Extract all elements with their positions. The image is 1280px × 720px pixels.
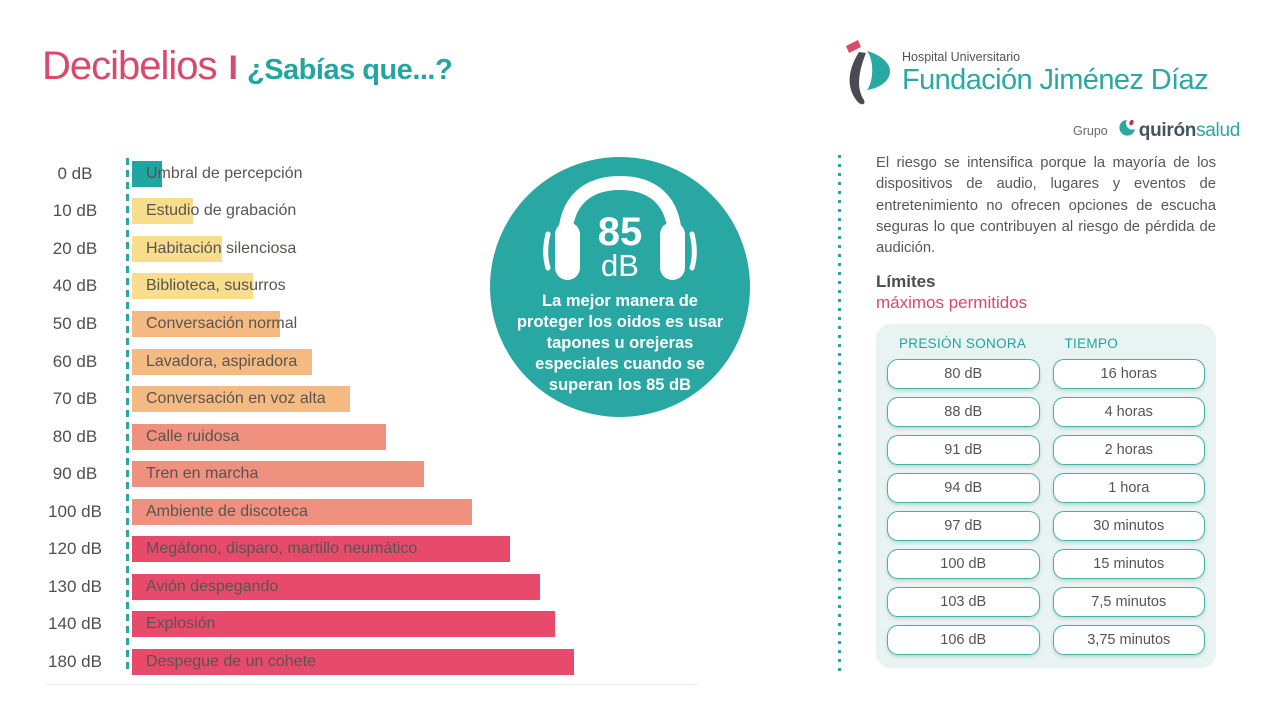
chart-row: [36, 493, 616, 531]
db-tick-label: 100 dB: [48, 501, 102, 521]
db-tick-label: 140 dB: [48, 614, 102, 634]
pressure-cell: 91 dB: [887, 435, 1040, 465]
time-cell: 30 minutos: [1053, 511, 1206, 541]
time-cell: 7,5 minutos: [1053, 587, 1206, 617]
risk-paragraph: El riesgo se intensifica porque la mayoría de los dispositivos de audio, lugares y eventos de entretenimiento no ofrecen opciones de escucha seguras lo que contribuyen al riesgo de pérdida de audición.: [876, 155, 1216, 257]
protection-circle: [490, 157, 750, 417]
page-title-separator: I: [228, 49, 238, 87]
time-cell: 1 hora: [1053, 473, 1206, 503]
pressure-cell: 100 dB: [887, 549, 1040, 579]
limits-table-body: [887, 359, 1205, 655]
db-bar-label: Lavadora, aspiradora: [146, 352, 298, 370]
pressure-cell: 103 dB: [887, 587, 1040, 617]
chart-baseline: [46, 684, 698, 685]
limits-table: [876, 324, 1216, 668]
logo-brand-light: salud: [1196, 119, 1240, 141]
db-bar-label: Habitación silenciosa: [146, 239, 297, 257]
logo-hospital-line: Hospital Universitario: [902, 50, 1021, 64]
db-bar-label: Avión despegando: [146, 577, 279, 595]
db-bar-label: Despegue de un cohete: [146, 652, 316, 670]
db-tick-label: 10 dB: [52, 201, 98, 221]
db-bar-label: Estudio de grabación: [146, 202, 297, 220]
jd-logo-icon: [836, 36, 894, 115]
db-bar-label: Umbral de percepción: [146, 164, 303, 182]
db-tick-label: 40 dB: [52, 276, 98, 296]
divider-dotted-line: [838, 155, 841, 672]
time-column-header: TIEMPO: [1064, 336, 1119, 352]
db-tick-label: 90 dB: [52, 464, 98, 484]
pressure-cell: 80 dB: [887, 359, 1040, 389]
time-cell: 4 horas: [1053, 397, 1206, 427]
circle-big-value: 85: [597, 210, 643, 254]
db-tick-label: 60 dB: [52, 351, 98, 371]
db-bar-label: Megáfono, disparo, martillo neumático: [146, 540, 418, 558]
pressure-cell: 88 dB: [887, 397, 1040, 427]
chart-row: [36, 455, 616, 493]
db-tick-label: 50 dB: [52, 313, 98, 333]
logo-foundation-name: Fundación Jiménez Díaz: [902, 64, 1208, 96]
logo-grupo-label: Grupo: [1073, 123, 1108, 138]
chart-row: [36, 606, 616, 644]
db-bar-label: Conversación normal: [146, 314, 298, 332]
pressure-cell: 106 dB: [887, 625, 1040, 655]
db-bar-label: Calle ruidosa: [146, 427, 240, 445]
limits-heading: Límites: [876, 272, 936, 292]
db-tick-label: 180 dB: [48, 651, 102, 671]
time-cell: 2 horas: [1053, 435, 1206, 465]
headphones-icon: [490, 172, 750, 291]
db-bar-label: Biblioteca, susurros: [146, 277, 286, 295]
circle-message: La mejor manera de proteger los oidos es usar tapones u orejeras especiales cuando se superan los 85 dB: [516, 292, 724, 394]
page-title-question: ¿Sabías que...?: [246, 54, 453, 86]
right-column: [876, 153, 1216, 668]
db-tick-label: 120 dB: [48, 539, 102, 559]
logo-brand-dark: quirón: [1138, 119, 1197, 141]
chart-row: [36, 530, 616, 568]
page-title-main: Decibelios: [42, 44, 217, 88]
db-tick-label: 130 dB: [48, 576, 102, 596]
time-cell: 3,75 minutos: [1053, 625, 1206, 655]
db-tick-label: 80 dB: [52, 426, 98, 446]
chart-row: [36, 418, 616, 456]
db-bar-label: Tren en marcha: [146, 465, 259, 483]
limits-subheading: máximos permitidos: [876, 293, 1028, 313]
pressure-column-header: PRESIÓN SONORA: [899, 336, 1027, 352]
chart-row: [36, 568, 616, 606]
pressure-cell: 97 dB: [887, 511, 1040, 541]
db-tick-label: 20 dB: [52, 238, 98, 258]
time-cell: 15 minutos: [1053, 549, 1206, 579]
db-tick-label: 70 dB: [52, 389, 98, 409]
page-title: [42, 44, 452, 89]
db-bar-label: Ambiente de discoteca: [146, 502, 308, 520]
db-tick-label: 0 dB: [57, 163, 93, 183]
time-cell: 16 horas: [1053, 359, 1206, 389]
quironsalud-icon: [1118, 118, 1137, 143]
pressure-cell: 94 dB: [887, 473, 1040, 503]
db-bar-label: Conversación en voz alta: [146, 390, 326, 408]
db-bar-label: Explosión: [146, 615, 216, 633]
circle-big-unit: dB: [601, 248, 639, 283]
chart-row: [36, 643, 616, 681]
hospital-logo: [836, 36, 1244, 143]
